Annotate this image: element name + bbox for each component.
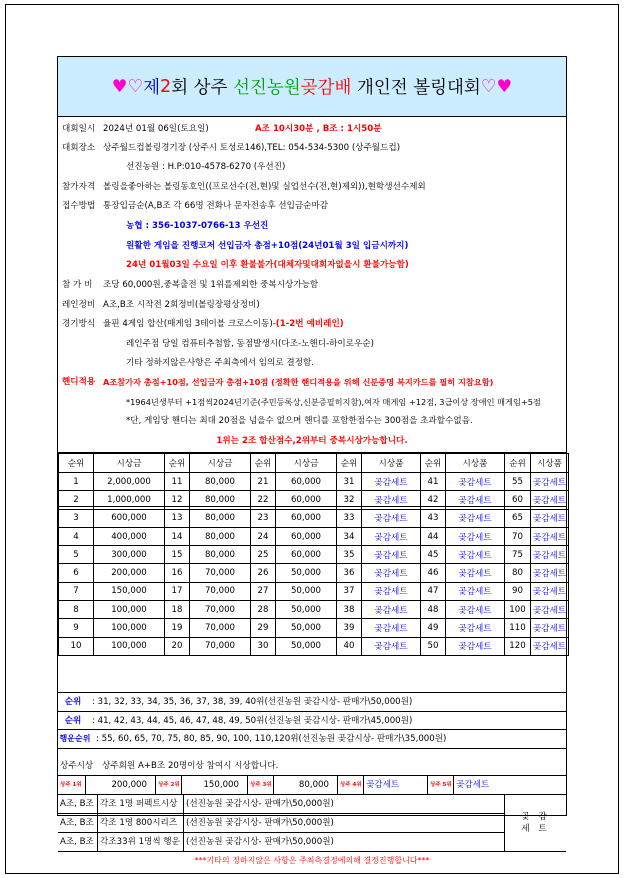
prize-cell: 곶감세트 xyxy=(362,491,421,509)
sangju-value: 상주회원 A+B조 20명이상 참여시 시상합니다. xyxy=(102,760,279,771)
prize-cell: 곶감세트 xyxy=(531,473,569,491)
prize-cell: 곶감세트 xyxy=(362,619,421,637)
prize-cell: 곶감세트 xyxy=(446,582,505,600)
prize-cell: 곶감세트 xyxy=(531,601,569,619)
sangju-r3-label: 상주 3위 xyxy=(248,776,274,794)
col-header: 순위 xyxy=(337,454,362,473)
prize-cell: 2,000,000 xyxy=(94,473,165,491)
rank-cell: 24 xyxy=(251,527,276,545)
special-group: A조, B조 xyxy=(58,795,98,813)
prize-cell: 60,000 xyxy=(276,491,337,509)
prize-cell: 곶감세트 xyxy=(531,619,569,637)
special-name: 각조 1명 800시리즈 xyxy=(98,814,184,832)
prize-cell: 600,000 xyxy=(94,509,165,527)
bank-note: 원활한 게임을 진행코저 선입금자 총점+10점(24년01월 3일 입금시까지) xyxy=(126,241,409,251)
sangju-section xyxy=(58,748,566,870)
prize-cell: 60,000 xyxy=(276,546,337,564)
sangju-r4-value: 곶감세트 xyxy=(364,776,428,794)
prize-cell: 곶감세트 xyxy=(531,527,569,545)
fee-value: 조당 60,000원,중복출전 및 1위를제외한 중복시상가능함 xyxy=(103,280,319,290)
rank-cell: 28 xyxy=(251,601,276,619)
sangju-prize-row xyxy=(58,776,566,795)
rank-cell: 42 xyxy=(421,491,446,509)
rank-cell: 43 xyxy=(421,509,446,527)
col-header: 순위 xyxy=(421,454,446,473)
prize-cell: 곶감세트 xyxy=(446,601,505,619)
rank-cell: 13 xyxy=(165,509,190,527)
extra-label: 순위 xyxy=(64,715,82,726)
prize-cell: 곶감세트 xyxy=(362,564,421,582)
rank-cell: 55 xyxy=(505,473,531,491)
prize-cell: 100,000 xyxy=(94,637,165,655)
rank-cell: 50 xyxy=(421,637,446,655)
rank-cell: 11 xyxy=(165,473,190,491)
date-times: A조 10시30분 , B조 : 1시50분 xyxy=(255,124,382,134)
prize-cell: 80,000 xyxy=(190,546,251,564)
rank-cell: 60 xyxy=(505,491,531,509)
sangju-header-row xyxy=(58,757,566,776)
prize-row xyxy=(59,601,569,619)
prize-cell: 100,000 xyxy=(94,619,165,637)
prize-cell: 곶감세트 xyxy=(531,546,569,564)
rank-cell: 45 xyxy=(421,546,446,564)
prize-cell: 70,000 xyxy=(190,582,251,600)
sangju-r1-label: 상주 1위 xyxy=(58,776,86,794)
prize-cell: 곶감세트 xyxy=(446,637,505,655)
rank-cell: 9 xyxy=(59,619,94,637)
prize-row xyxy=(59,619,569,637)
sangju-label: 상주시상 xyxy=(60,760,94,771)
prize-cell: 50,000 xyxy=(276,601,337,619)
prize-row xyxy=(59,491,569,509)
extra-ranks xyxy=(58,692,566,748)
prize-cell: 곶감세트 xyxy=(362,582,421,600)
prize-row xyxy=(59,564,569,582)
reg-value: 통장입금순(A,B조 각 66명 전화나 문자전송후 선입금순마감 xyxy=(103,201,329,211)
prize-row xyxy=(59,637,569,655)
side-label-cell xyxy=(504,795,566,851)
side-label: 곶 감 세 트 xyxy=(521,811,550,834)
sangju-r1-value: 200,000 xyxy=(86,776,156,794)
rank-cell: 37 xyxy=(337,582,362,600)
rank-cell: 4 xyxy=(59,527,94,545)
special-name: 각조33위 1명씩 행운 xyxy=(98,833,184,852)
special-block xyxy=(58,795,566,852)
special-name: 각조 1명 퍼펙트시상 xyxy=(98,795,184,813)
handi-2: *1964년생부터 +1점씩2024년기준(주민등록상,신분증필히지참),여자 매게임 +12점, 3급이상 장애인 매게임+5점 xyxy=(126,397,541,407)
rank-cell: 100 xyxy=(505,601,531,619)
prize-table xyxy=(58,453,569,656)
prize-cell: 곶감세트 xyxy=(446,527,505,545)
col-header: 순위 xyxy=(251,454,276,473)
prize-cell: 1,000,000 xyxy=(94,491,165,509)
prize-cell: 곶감세트 xyxy=(362,546,421,564)
prize-cell: 50,000 xyxy=(276,619,337,637)
prize-cell: 곶감세트 xyxy=(446,509,505,527)
prize-cell: 50,000 xyxy=(276,582,337,600)
prize-cell: 300,000 xyxy=(94,546,165,564)
col-header: 순위 xyxy=(59,454,94,473)
rank-cell: 41 xyxy=(421,473,446,491)
rank-cell: 29 xyxy=(251,619,276,637)
method-text: 율핀 4게임 합산(매게임 3테이블 크로스이동)- xyxy=(103,319,276,329)
prize-cell: 80,000 xyxy=(190,491,251,509)
prize-cell: 80,000 xyxy=(190,527,251,545)
col-header: 시상품 xyxy=(531,454,569,473)
qual-label: 참가자격 xyxy=(62,182,96,192)
rank-note-row xyxy=(58,433,566,450)
rank-cell: 15 xyxy=(165,546,190,564)
rank-cell: 49 xyxy=(421,619,446,637)
lane-label: 레인정비 xyxy=(62,300,96,310)
prize-cell: 60,000 xyxy=(276,527,337,545)
special-row xyxy=(58,814,504,833)
title-mid: 회 상주 xyxy=(171,78,234,98)
rank-cell: 36 xyxy=(337,564,362,582)
prize-cell: 70,000 xyxy=(190,601,251,619)
rank-cell: 27 xyxy=(251,582,276,600)
prize-cell: 곶감세트 xyxy=(446,619,505,637)
rank-cell: 17 xyxy=(165,582,190,600)
venue-label: 대회장소 xyxy=(62,143,96,153)
extra-row xyxy=(58,729,566,748)
method-red: (1-2번 예비레인) xyxy=(275,319,344,329)
rank-cell: 110 xyxy=(505,619,531,637)
title-suffix: 개인전 볼링대회 xyxy=(351,78,481,98)
rank-cell: 33 xyxy=(337,509,362,527)
prize-cell: 60,000 xyxy=(276,473,337,491)
venue-value: 상주월드컵볼링경기장 (상주시 토성로146),TEL: 054-534-5300 (상주월드컵) xyxy=(103,143,401,153)
col-header: 시상금 xyxy=(276,454,337,473)
prize-cell: 80,000 xyxy=(190,509,251,527)
rank-cell: 31 xyxy=(337,473,362,491)
method-value xyxy=(103,316,344,333)
prize-cell: 70,000 xyxy=(190,619,251,637)
title-prefix: 제 xyxy=(143,78,161,98)
special-prize: (선진농원 곶감시상- 판매가\50,000원) xyxy=(186,817,334,828)
qual-value: 볼링을좋아하는 볼링동호인((프로선수(전,현)및 실업선수(전,현)제외)),현학생선수제외 xyxy=(103,182,426,192)
bank-line: 농협 : 356-1037-0766-13 우선진 xyxy=(126,221,269,231)
footnote: ***기타의 정하지않은 사항은 주최측결정에의해 결정진행합니다*** xyxy=(194,855,430,865)
prize-table-wrap xyxy=(58,452,566,656)
rank-cell: 21 xyxy=(251,473,276,491)
extra-row xyxy=(58,692,566,711)
prize-row xyxy=(59,582,569,600)
special-prize: (선진농원 곶감시상- 판매가\50,000원) xyxy=(186,836,334,847)
spacer-row xyxy=(58,749,566,757)
sangju-r2-value: 150,000 xyxy=(182,776,248,794)
prize-row xyxy=(59,509,569,527)
heart-left: ♥♡ xyxy=(111,76,144,97)
handi-3: *단, 게임당 핸디는 최대 20점을 넘을수 없으며 핸디를 포함한점수는 300점을 초과할수없음. xyxy=(126,416,473,426)
extra-value: : 55, 60, 65, 70, 75, 80, 85, 90, 100, 110,120위(선진농원 곶감시상- 판매가\35,000원) xyxy=(96,734,447,744)
prize-cell: 80,000 xyxy=(190,473,251,491)
rank-cell: 90 xyxy=(505,582,531,600)
special-group: A조, B조 xyxy=(58,814,98,832)
rank-cell: 80 xyxy=(505,564,531,582)
title-number: 2 xyxy=(160,76,172,97)
special-row xyxy=(58,833,504,852)
special-prize: (선진농원 곶감시상- 판매가\50,000원) xyxy=(186,798,334,809)
tournament-flyer xyxy=(57,56,567,865)
rank-cell: 20 xyxy=(165,637,190,655)
rank-cell: 3 xyxy=(59,509,94,527)
rank-cell: 26 xyxy=(251,564,276,582)
prize-cell: 70,000 xyxy=(190,564,251,582)
rank-cell: 75 xyxy=(505,546,531,564)
rank-cell: 14 xyxy=(165,527,190,545)
method-3: 기타 정하지않은사항은 주최측에서 임의로 결정함. xyxy=(126,358,314,368)
rank-cell: 38 xyxy=(337,601,362,619)
rank-cell: 16 xyxy=(165,564,190,582)
prize-cell: 곶감세트 xyxy=(362,473,421,491)
sangju-r2-label: 상주 2위 xyxy=(156,776,182,794)
rank-cell: 40 xyxy=(337,637,362,655)
rank-cell: 1 xyxy=(59,473,94,491)
rank-cell: 120 xyxy=(505,637,531,655)
prize-cell: 곶감세트 xyxy=(531,491,569,509)
rank-cell: 2 xyxy=(59,491,94,509)
prize-cell: 100,000 xyxy=(94,601,165,619)
lane-value: A조,B조 시작전 2회정비(볼링장평상정비) xyxy=(103,300,260,310)
date-value: 2024년 01월 06일(토요일) xyxy=(103,124,209,134)
rank-cell: 22 xyxy=(251,491,276,509)
title-cup: 곶감배 xyxy=(300,78,352,98)
rank-cell: 10 xyxy=(59,637,94,655)
prize-cell: 곶감세트 xyxy=(362,509,421,527)
sangju-r3-value: 80,000 xyxy=(274,776,338,794)
method-label: 경기방식 xyxy=(62,319,96,329)
col-header: 순위 xyxy=(165,454,190,473)
prize-row xyxy=(59,546,569,564)
prize-cell: 50,000 xyxy=(276,637,337,655)
rank-cell: 44 xyxy=(421,527,446,545)
extra-value: : 31, 32, 33, 34, 35, 36, 37, 38, 39, 40위(선진농원 곶감시상- 판매가\50,000원) xyxy=(92,697,413,707)
reg-label: 접수방법 xyxy=(62,201,96,211)
extra-label: 순위 xyxy=(64,697,82,707)
rank-cell: 8 xyxy=(59,601,94,619)
prize-cell: 곶감세트 xyxy=(362,637,421,655)
date-label: 대회일시 xyxy=(62,124,96,134)
rank-cell: 6 xyxy=(59,564,94,582)
rank-cell: 39 xyxy=(337,619,362,637)
info-section xyxy=(58,117,567,653)
rank-cell: 70 xyxy=(505,527,531,545)
prize-cell: 60,000 xyxy=(276,509,337,527)
prize-cell: 곶감세트 xyxy=(531,509,569,527)
fee-label: 참 가 비 xyxy=(62,280,93,290)
heart-right: ♡♥ xyxy=(480,76,513,97)
rank-cell: 48 xyxy=(421,601,446,619)
rank-cell: 46 xyxy=(421,564,446,582)
title-sponsor: 선진농원 xyxy=(233,78,301,98)
prize-cell: 곶감세트 xyxy=(531,564,569,582)
handi-value: A조참가자 총점+10점, 선입금자 총점+10점 (정확한 핸디적용을 위해 신분증명 복지카드를 필히 지참요함) xyxy=(103,377,494,387)
prize-row xyxy=(59,527,569,545)
prize-cell: 곶감세트 xyxy=(446,491,505,509)
rank-cell: 35 xyxy=(337,546,362,564)
col-header: 시상품 xyxy=(446,454,505,473)
rank-cell: 12 xyxy=(165,491,190,509)
method-2: 레인주점 당일 컴퓨터추첨함, 동점발생시(다조-노핸디-하이로우순) xyxy=(126,339,374,349)
rank-cell: 34 xyxy=(337,527,362,545)
special-row xyxy=(58,795,504,814)
col-header: 순위 xyxy=(505,454,531,473)
prize-cell: 70,000 xyxy=(190,637,251,655)
rank-cell: 19 xyxy=(165,619,190,637)
sangju-r5-label: 상주 5위 xyxy=(428,776,454,794)
prize-header-row xyxy=(59,454,569,473)
col-header: 시상금 xyxy=(190,454,251,473)
rank-cell: 32 xyxy=(337,491,362,509)
prize-cell: 50,000 xyxy=(276,564,337,582)
rank-cell: 47 xyxy=(421,582,446,600)
prize-cell: 곶감세트 xyxy=(531,582,569,600)
sangju-r5-value: 곶감세트 xyxy=(456,779,490,790)
prize-cell: 곶감세트 xyxy=(362,601,421,619)
special-group: A조, B조 xyxy=(58,833,98,852)
rank-cell: 7 xyxy=(59,582,94,600)
page-title xyxy=(58,57,566,117)
rank-cell: 5 xyxy=(59,546,94,564)
sangju-r4-label: 상주 4위 xyxy=(338,776,364,794)
prize-cell: 200,000 xyxy=(94,564,165,582)
extra-value: : 41, 42, 43, 44, 45, 46, 47, 48, 49, 50위(선진농원 곶감시상- 판매가\45,000원) xyxy=(92,715,413,726)
prize-cell: 곶감세트 xyxy=(531,637,569,655)
rank-cell: 25 xyxy=(251,546,276,564)
prize-cell: 곶감세트 xyxy=(446,564,505,582)
col-header: 시상금 xyxy=(94,454,165,473)
refund-note: 24년 01월03일 수요일 이후 환불불가(대체자및대회자없을시 환불가능함) xyxy=(126,260,409,270)
prize-cell: 150,000 xyxy=(94,582,165,600)
rank-cell: 65 xyxy=(505,509,531,527)
rank-cell: 23 xyxy=(251,509,276,527)
rank-note: 1위는 2조 합산점수,2위부터 중복시상가능합니다. xyxy=(216,436,408,446)
rank-cell: 30 xyxy=(251,637,276,655)
extra-label: 행운순위 xyxy=(59,734,91,743)
farm-line: 선진농원 : H.P:010-4578-6270 (우선진) xyxy=(126,162,286,172)
extra-row xyxy=(58,711,566,730)
handi-label: 핸디적용 xyxy=(62,377,96,387)
prize-cell: 곶감세트 xyxy=(362,527,421,545)
prize-cell: 400,000 xyxy=(94,527,165,545)
rank-cell: 18 xyxy=(165,601,190,619)
prize-cell: 곶감세트 xyxy=(446,546,505,564)
prize-row xyxy=(59,473,569,491)
prize-cell: 곶감세트 xyxy=(446,473,505,491)
col-header: 시상품 xyxy=(362,454,421,473)
